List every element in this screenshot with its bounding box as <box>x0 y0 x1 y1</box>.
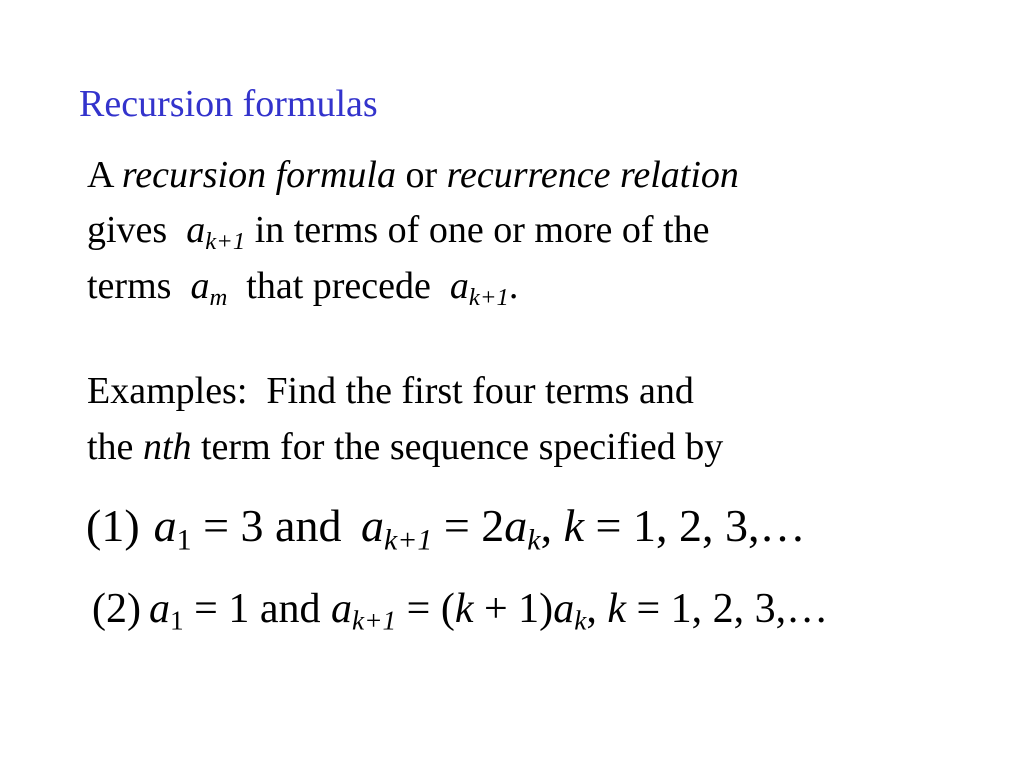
math-var: a <box>449 265 469 307</box>
math-subscript: k+1 <box>205 227 246 255</box>
math-text: = ( <box>396 586 455 632</box>
examples-line-2 <box>87 425 723 469</box>
math-var: a <box>190 265 210 307</box>
definition-line-2 <box>87 208 710 255</box>
math-subscript: k+1 <box>468 283 509 311</box>
term-nth: nth <box>142 426 192 468</box>
text: in terms of one or more of the <box>245 209 710 251</box>
text: that precede <box>227 265 450 307</box>
math-var: a <box>153 500 177 551</box>
math-text: , <box>586 586 608 632</box>
text: gives <box>87 209 187 251</box>
math-subscript: k <box>574 605 587 636</box>
text: or <box>395 154 447 196</box>
math-text: = 1, 2, 3,… <box>625 586 829 632</box>
math-subscript: k+1 <box>383 523 433 557</box>
slide-title: Recursion formulas <box>79 83 378 125</box>
definition-line-3 <box>87 264 519 311</box>
term-recurrence-relation: recurrence relation <box>446 154 739 196</box>
math-var: a <box>553 586 575 632</box>
equation-2 <box>92 585 829 636</box>
math-var: a <box>148 586 170 632</box>
math-text: = 1 and <box>183 586 331 632</box>
definition-line-1 <box>87 153 739 197</box>
equation-label: (1) <box>86 500 140 551</box>
math-subscript: k+1 <box>351 605 397 636</box>
math-var: a <box>360 500 384 551</box>
math-text: , <box>540 500 564 551</box>
math-text: = 1, 2, 3,… <box>584 500 806 551</box>
math-text: = 3 and <box>191 500 353 551</box>
equation-label: (2) <box>92 586 141 632</box>
math-subscript: 1 <box>169 605 184 636</box>
term-recursion-formula: recursion formula <box>121 154 396 196</box>
math-var: a <box>330 586 352 632</box>
math-var: k <box>563 500 584 551</box>
math-text: + 1) <box>473 586 554 632</box>
text: terms <box>87 265 191 307</box>
math-subscript: m <box>209 283 228 311</box>
text: . <box>508 265 519 307</box>
text: term for the sequence specified by <box>191 426 724 468</box>
equation-1 <box>86 500 806 557</box>
text: the <box>87 426 143 468</box>
math-var: k <box>454 586 474 632</box>
math-subscript: 1 <box>176 523 192 557</box>
math-var: k <box>607 586 626 632</box>
examples-line-1: Examples: Find the first four terms and <box>87 370 694 412</box>
math-subscript: k <box>527 523 541 557</box>
math-var: a <box>504 500 528 551</box>
text: A <box>87 154 122 196</box>
math-var: a <box>186 209 206 251</box>
math-text: = 2 <box>432 500 505 551</box>
